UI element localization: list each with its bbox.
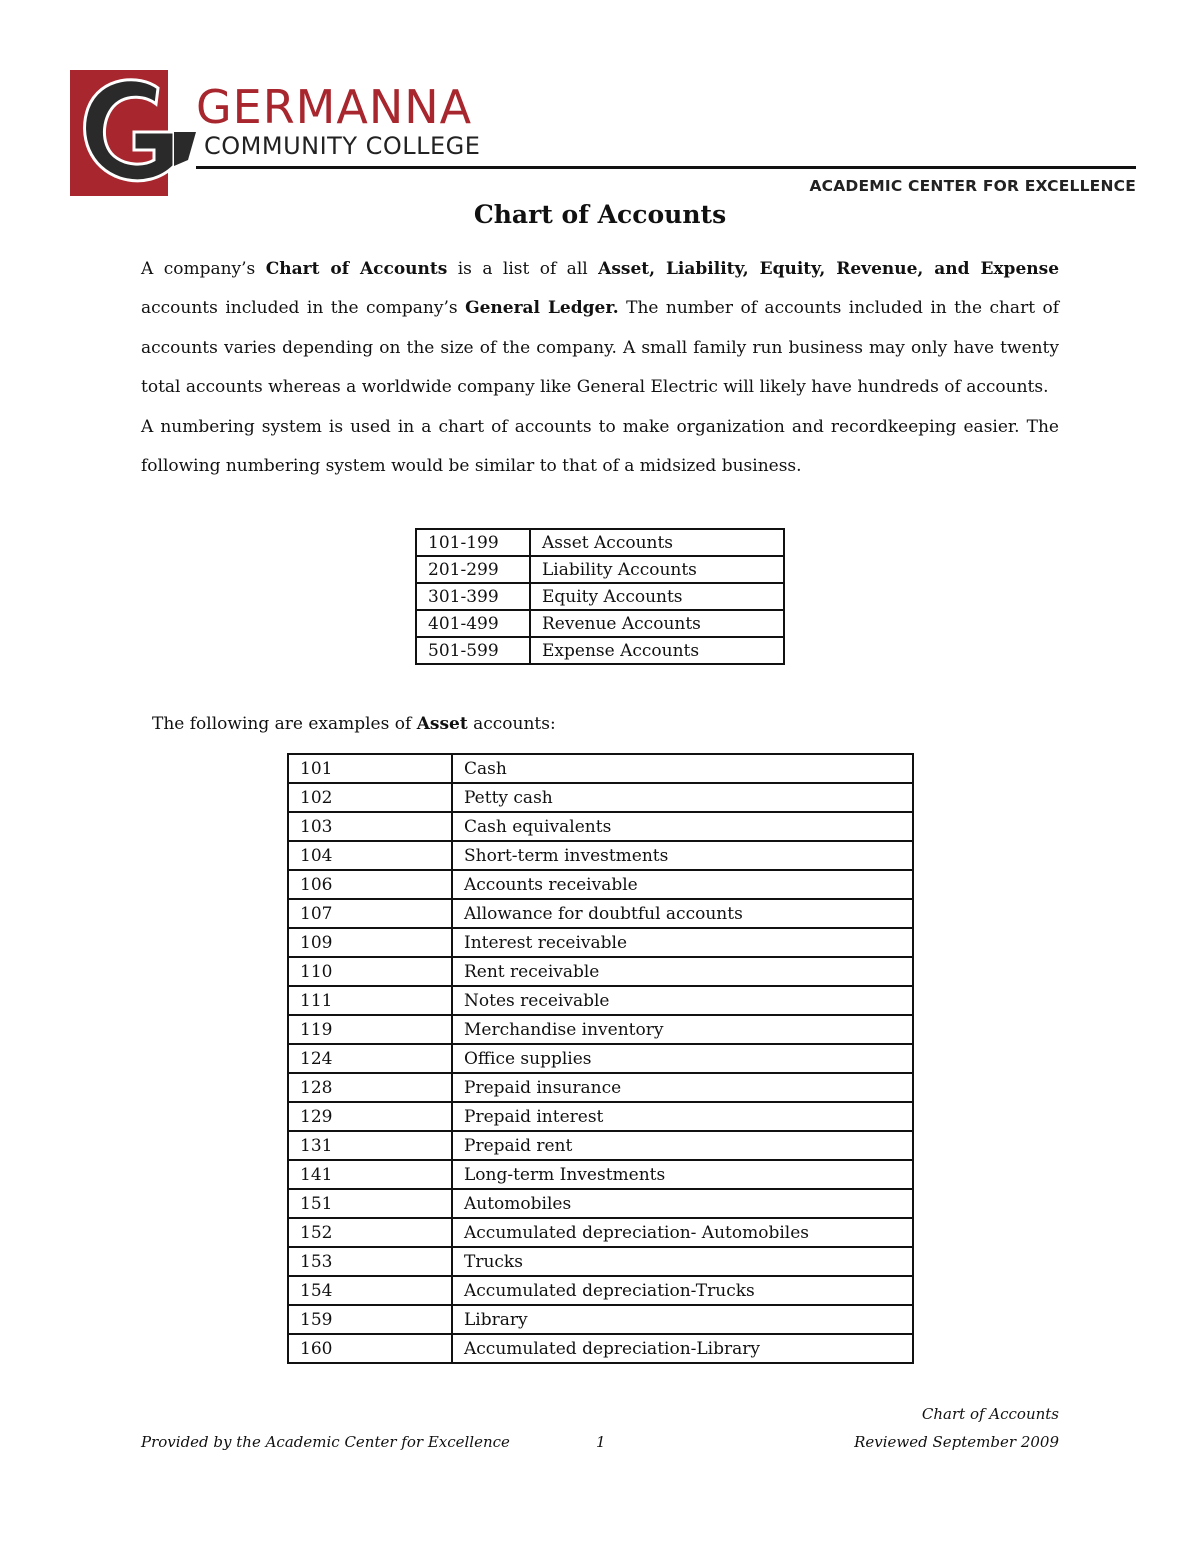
logo-wordmark: GERMANNA xyxy=(196,80,473,134)
table-row xyxy=(288,1305,913,1334)
table-row xyxy=(288,1276,913,1305)
table-row xyxy=(288,783,913,812)
account-name-cell: Prepaid interest xyxy=(452,1102,913,1131)
table-row xyxy=(288,1247,913,1276)
table-row xyxy=(416,637,784,664)
account-number-cell: 103 xyxy=(288,812,452,841)
numbering-system-table xyxy=(415,528,785,665)
account-number-cell: 104 xyxy=(288,841,452,870)
table-row xyxy=(416,610,784,637)
account-name-cell: Accumulated depreciation-Trucks xyxy=(452,1276,913,1305)
table-row xyxy=(288,1073,913,1102)
account-number-cell: 153 xyxy=(288,1247,452,1276)
range-cell: 401-499 xyxy=(416,610,530,637)
header-divider xyxy=(196,166,1136,169)
footer-reviewed-date: Reviewed September 2009 xyxy=(854,1433,1059,1451)
account-number-cell: 109 xyxy=(288,928,452,957)
term-general-ledger: General Ledger. xyxy=(465,298,619,319)
account-number-cell: 124 xyxy=(288,1044,452,1073)
account-name-cell: Trucks xyxy=(452,1247,913,1276)
account-number-cell: 128 xyxy=(288,1073,452,1102)
account-name-cell: Cash equivalents xyxy=(452,812,913,841)
table-row xyxy=(288,1044,913,1073)
account-number-cell: 152 xyxy=(288,1218,452,1247)
table-row xyxy=(288,899,913,928)
range-label-cell: Revenue Accounts xyxy=(530,610,784,637)
table-row xyxy=(288,1189,913,1218)
table-row xyxy=(288,1160,913,1189)
account-number-cell: 129 xyxy=(288,1102,452,1131)
account-name-cell: Long-term Investments xyxy=(452,1160,913,1189)
intro-text-run: is a list of all xyxy=(447,259,599,279)
table-row xyxy=(288,754,913,783)
account-name-cell: Interest receivable xyxy=(452,928,913,957)
account-number-cell: 159 xyxy=(288,1305,452,1334)
account-number-cell: 110 xyxy=(288,957,452,986)
range-label-cell: Equity Accounts xyxy=(530,583,784,610)
account-name-cell: Accounts receivable xyxy=(452,870,913,899)
account-name-cell: Office supplies xyxy=(452,1044,913,1073)
account-number-cell: 111 xyxy=(288,986,452,1015)
intro-paragraph-2: A numbering system is used in a chart of accounts to make organization and recordkeeping easier. The following numbering system would be similar to that of a midsized business. xyxy=(141,416,1059,477)
account-number-cell: 107 xyxy=(288,899,452,928)
account-name-cell: Allowance for doubtful accounts xyxy=(452,899,913,928)
intro-text-run: accounts included in the company’s xyxy=(141,298,466,319)
table-row xyxy=(288,812,913,841)
account-number-cell: 141 xyxy=(288,1160,452,1189)
range-cell: 501-599 xyxy=(416,637,530,664)
account-name-cell: Automobiles xyxy=(452,1189,913,1218)
table-row xyxy=(288,986,913,1015)
account-number-cell: 102 xyxy=(288,783,452,812)
account-number-cell: 106 xyxy=(288,870,452,899)
table-row xyxy=(288,957,913,986)
range-cell: 101-199 xyxy=(416,529,530,556)
term-asset: Asset xyxy=(416,714,468,734)
center-name: ACADEMIC CENTER FOR EXCELLENCE xyxy=(809,177,1136,195)
term-account-types: Asset, Liability, Equity, Revenue, and Expense xyxy=(598,259,1060,279)
account-name-cell: Prepaid insurance xyxy=(452,1073,913,1102)
account-number-cell: 101 xyxy=(288,754,452,783)
asset-accounts-table xyxy=(287,753,914,1364)
account-name-cell: Cash xyxy=(452,754,913,783)
account-number-cell: 151 xyxy=(288,1189,452,1218)
table-row xyxy=(416,529,784,556)
logo-g-mark xyxy=(70,70,168,196)
page-number: 1 xyxy=(596,1433,606,1451)
account-number-cell: 131 xyxy=(288,1131,452,1160)
range-label-cell: Liability Accounts xyxy=(530,556,784,583)
range-label-cell: Expense Accounts xyxy=(530,637,784,664)
table-row xyxy=(416,583,784,610)
college-logo xyxy=(70,70,490,200)
intro-paragraph-1 xyxy=(141,250,1059,408)
account-name-cell: Short-term investments xyxy=(452,841,913,870)
page-title: Chart of Accounts xyxy=(473,200,727,229)
account-name-cell: Accumulated depreciation- Automobiles xyxy=(452,1218,913,1247)
examples-text-run: accounts: xyxy=(467,714,556,734)
account-number-cell: 119 xyxy=(288,1015,452,1044)
account-name-cell: Merchandise inventory xyxy=(452,1015,913,1044)
account-number-cell: 154 xyxy=(288,1276,452,1305)
table-row xyxy=(288,1102,913,1131)
table-row xyxy=(288,841,913,870)
account-name-cell: Library xyxy=(452,1305,913,1334)
footer-doc-title: Chart of Accounts xyxy=(921,1405,1059,1423)
asset-examples-intro xyxy=(152,714,556,734)
table-row xyxy=(288,1131,913,1160)
footer-provider: Provided by the Academic Center for Excellence xyxy=(141,1433,510,1451)
account-number-cell: 160 xyxy=(288,1334,452,1363)
intro-text xyxy=(141,250,1059,486)
table-row xyxy=(288,1334,913,1363)
range-label-cell: Asset Accounts xyxy=(530,529,784,556)
table-row xyxy=(288,1015,913,1044)
range-cell: 201-299 xyxy=(416,556,530,583)
term-chart-of-accounts: Chart of Accounts xyxy=(265,259,448,279)
table-row xyxy=(288,928,913,957)
range-cell: 301-399 xyxy=(416,583,530,610)
account-name-cell: Petty cash xyxy=(452,783,913,812)
intro-text-run: A company’s xyxy=(141,259,266,279)
account-name-cell: Accumulated depreciation-Library xyxy=(452,1334,913,1363)
account-name-cell: Prepaid rent xyxy=(452,1131,913,1160)
intro-text-run: The number of accounts included in the chart of accounts varies depending on the size of the company. A small family run business may only have twenty total accounts whereas a worldwide company like General Electric will likely have hundreds of accounts. xyxy=(141,298,1060,398)
table-row xyxy=(288,1218,913,1247)
examples-text-run: The following are examples of xyxy=(152,714,417,734)
account-name-cell: Rent receivable xyxy=(452,957,913,986)
logo-subtitle: COMMUNITY COLLEGE xyxy=(204,132,481,160)
account-name-cell: Notes receivable xyxy=(452,986,913,1015)
table-row xyxy=(416,556,784,583)
table-row xyxy=(288,870,913,899)
